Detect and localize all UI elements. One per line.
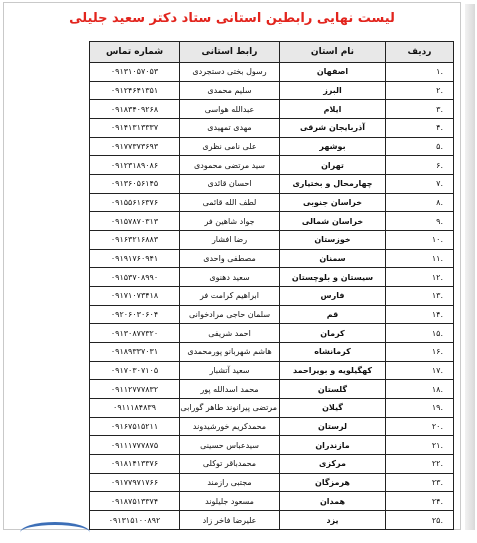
- row-phone: ۰۹۱۲۳۱۸۹۰۸۶: [90, 156, 180, 175]
- table-row: [90, 268, 454, 287]
- table-row: [90, 119, 454, 138]
- row-liaison: محمدکریم خورشیدوند: [180, 417, 280, 436]
- row-index: .۹: [386, 212, 454, 231]
- row-index: .۱: [386, 63, 454, 82]
- row-phone: ۰۹۱۷۷۹۷۱۷۶۶: [90, 473, 180, 492]
- row-index: .۶: [386, 156, 454, 175]
- table-row: [90, 492, 454, 511]
- row-liaison: ابراهیم کرامت فر: [180, 287, 280, 306]
- row-phone: ۰۹۱۶۷۵۱۵۲۱۱: [90, 417, 180, 436]
- row-phone: ۰۹۱۸۳۴۰۹۲۶۸: [90, 100, 180, 119]
- row-liaison: هاشم شهربانو پورمحمدی: [180, 343, 280, 362]
- row-province: خوزستان: [280, 231, 386, 250]
- row-index: .۱۴: [386, 305, 454, 324]
- row-index: .۲۱: [386, 436, 454, 455]
- row-index: .۱۳: [386, 287, 454, 306]
- table-row: [90, 417, 454, 436]
- row-liaison: سیدعباس حسینی: [180, 436, 280, 455]
- row-liaison: علیرضا فاخر زاد: [180, 511, 280, 530]
- header-liaison: رابط استانی: [180, 42, 280, 63]
- row-province: آذربایجان شرقی: [280, 119, 386, 138]
- row-index: .۲۳: [386, 473, 454, 492]
- table-row: [90, 231, 454, 250]
- table-body: [90, 63, 454, 530]
- row-province: یزد: [280, 511, 386, 530]
- row-liaison: مجتبی رازمند: [180, 473, 280, 492]
- row-liaison: احسان قائدی: [180, 175, 280, 194]
- row-phone: ۰۹۱۵۳۷۰۸۹۹۰: [90, 268, 180, 287]
- table-row: [90, 212, 454, 231]
- row-province: تهران: [280, 156, 386, 175]
- row-liaison: احمد شریفی: [180, 324, 280, 343]
- row-liaison: مسعود جلیلوند: [180, 492, 280, 511]
- row-liaison: سلیم محمدی: [180, 81, 280, 100]
- row-liaison: محمد اسدالله پور: [180, 380, 280, 399]
- table-row: [90, 63, 454, 82]
- row-phone: ۰۹۱۴۱۳۱۳۳۳۷: [90, 119, 180, 138]
- table-row: [90, 380, 454, 399]
- row-phone: ۰۹۱۸۹۳۳۷۰۳۱: [90, 343, 180, 362]
- row-liaison: سعید آتشبار: [180, 361, 280, 380]
- table-row: [90, 156, 454, 175]
- row-province: لرستان: [280, 417, 386, 436]
- table-row: [90, 175, 454, 194]
- liaison-table: [89, 41, 454, 530]
- row-index: .۵: [386, 137, 454, 156]
- row-province: همدان: [280, 492, 386, 511]
- table-row: [90, 343, 454, 362]
- table-row: [90, 193, 454, 212]
- row-phone: ۰۹۱۸۷۵۱۳۳۷۴: [90, 492, 180, 511]
- row-phone: ۰۹۱۳۱۵۱۰۰۸۹۲: [90, 511, 180, 530]
- row-province: سیستان و بلوچستان: [280, 268, 386, 287]
- page-shadow: [465, 4, 475, 530]
- row-province: کرمانشاه: [280, 343, 386, 362]
- row-phone: ۰۹۱۳۶۰۵۶۱۴۵: [90, 175, 180, 194]
- row-index: .۱۹: [386, 399, 454, 418]
- row-phone: ۰۹۱۷۰۳۰۷۱۰۵: [90, 361, 180, 380]
- row-liaison: سعید دهنوی: [180, 268, 280, 287]
- table-header-row: [90, 42, 454, 63]
- row-phone: ۰۹۱۹۱۷۶۰۹۴۱: [90, 249, 180, 268]
- row-index: .۲: [386, 81, 454, 100]
- row-phone: ۰۹۱۷۱۰۷۳۴۱۸: [90, 287, 180, 306]
- row-liaison: مصطفی واحدی: [180, 249, 280, 268]
- row-index: .۱۰: [386, 231, 454, 250]
- row-liaison: جواد شاهین فر: [180, 212, 280, 231]
- row-province: قم: [280, 305, 386, 324]
- row-phone: ۰۹۱۲۴۶۴۱۳۵۱: [90, 81, 180, 100]
- table-row: [90, 81, 454, 100]
- row-province: چهارمحال و بختیاری: [280, 175, 386, 194]
- row-province: مازندران: [280, 436, 386, 455]
- row-index: .۱۷: [386, 361, 454, 380]
- row-province: سمنان: [280, 249, 386, 268]
- row-index: .۳: [386, 100, 454, 119]
- row-liaison: مرتضی پیرانوند طاهر گورابی: [180, 399, 280, 418]
- row-phone: ۰۹۲۰۶۰۳۰۶۰۴: [90, 305, 180, 324]
- table-row: [90, 361, 454, 380]
- row-province: گلستان: [280, 380, 386, 399]
- row-index: .۲۰: [386, 417, 454, 436]
- row-province: اصفهان: [280, 63, 386, 82]
- row-province: بوشهر: [280, 137, 386, 156]
- row-index: .۲۲: [386, 455, 454, 474]
- table-row: [90, 473, 454, 492]
- table-row: [90, 399, 454, 418]
- row-index: .۲۴: [386, 492, 454, 511]
- table-row: [90, 511, 454, 530]
- row-province: فارس: [280, 287, 386, 306]
- document-title: لیست نهایی رابطین استانی ستاد دکتر سعید جلیلی: [69, 11, 395, 26]
- row-index: .۱۲: [386, 268, 454, 287]
- header-index: ردیف: [386, 42, 454, 63]
- row-liaison: سید مرتضی محمودی: [180, 156, 280, 175]
- row-province: هرمزگان: [280, 473, 386, 492]
- row-province: مرکزی: [280, 455, 386, 474]
- row-index: .۲۵: [386, 511, 454, 530]
- table-row: [90, 455, 454, 474]
- row-province: خراسان شمالی: [280, 212, 386, 231]
- row-index: .۱۸: [386, 380, 454, 399]
- header-province: نام استان: [280, 42, 386, 63]
- row-phone: ۰۹۱۱۲۷۷۷۸۳۲: [90, 380, 180, 399]
- row-index: .۸: [386, 193, 454, 212]
- row-index: .۱۶: [386, 343, 454, 362]
- row-liaison: لطف الله قائمی: [180, 193, 280, 212]
- header-phone: شماره تماس: [90, 42, 180, 63]
- table-row: [90, 324, 454, 343]
- row-liaison: رسول بختی دستجردی: [180, 63, 280, 82]
- row-province: گیلان: [280, 399, 386, 418]
- row-province: کهگیلویه و بویراحمد: [280, 361, 386, 380]
- table-row: [90, 305, 454, 324]
- row-phone: ۰۹۱۷۷۳۷۳۶۹۳: [90, 137, 180, 156]
- row-phone: ۰۹۱۵۵۶۱۶۳۷۶: [90, 193, 180, 212]
- table-row: [90, 100, 454, 119]
- row-phone: ۰۹۱۳۱۰۵۷۰۵۳: [90, 63, 180, 82]
- row-liaison: علی نامی نظری: [180, 137, 280, 156]
- row-liaison: عبدالله هواسی: [180, 100, 280, 119]
- row-liaison: سلمان حاجی مرادخوانی: [180, 305, 280, 324]
- row-liaison: رضا افشار: [180, 231, 280, 250]
- row-index: .۷: [386, 175, 454, 194]
- row-phone: ۰۹۱۶۳۲۱۶۸۸۳: [90, 231, 180, 250]
- row-phone: ۰۹۱۳۰۸۷۷۳۲۰: [90, 324, 180, 343]
- row-index: .۴: [386, 119, 454, 138]
- table-row: [90, 137, 454, 156]
- row-province: البرز: [280, 81, 386, 100]
- row-phone: ۰۹۱۱۱۸۴۸۳۹: [90, 399, 180, 418]
- row-phone: ۰۹۱۵۷۸۷۰۳۱۳: [90, 212, 180, 231]
- row-province: کرمان: [280, 324, 386, 343]
- row-phone: ۰۹۱۸۱۴۱۳۳۷۶: [90, 455, 180, 474]
- row-index: .۱۱: [386, 249, 454, 268]
- row-liaison: مهدی تمهیدی: [180, 119, 280, 138]
- table-row: [90, 436, 454, 455]
- row-province: خراسان جنوبی: [280, 193, 386, 212]
- row-phone: ۰۹۱۱۱۷۷۷۸۷۵: [90, 436, 180, 455]
- table-row: [90, 249, 454, 268]
- table-row: [90, 287, 454, 306]
- row-liaison: محمدباقر توکلی: [180, 455, 280, 474]
- row-province: ایلام: [280, 100, 386, 119]
- row-index: .۱۵: [386, 324, 454, 343]
